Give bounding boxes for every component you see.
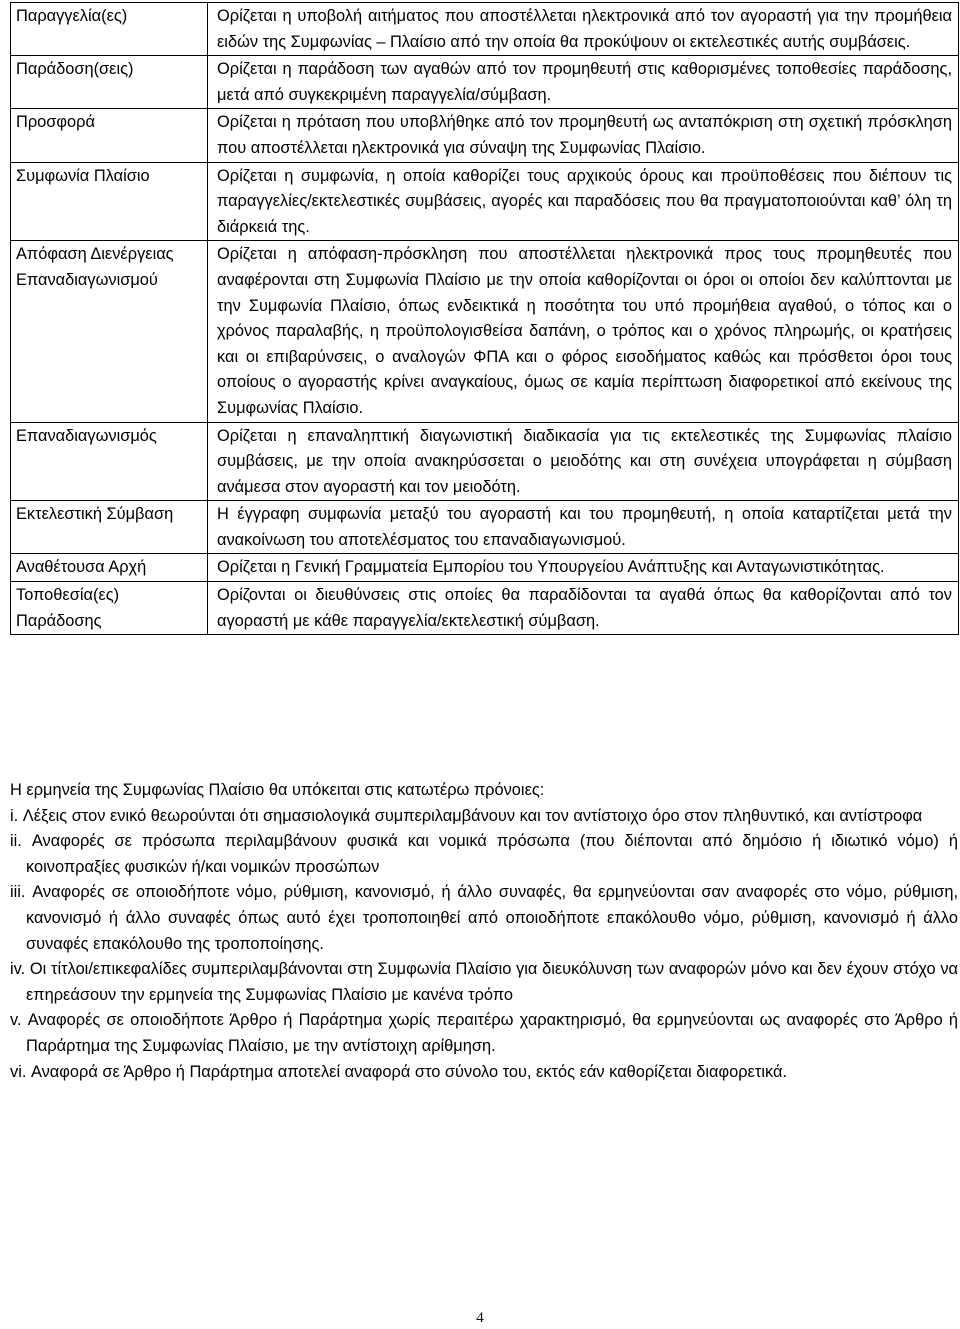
definition-description: Ορίζεται η συμφωνία, η οποία καθορίζει τους αρχικούς όρους και προϋποθέσεις που διέπουν τις παραγγελίες/εκτελεστικές συμβάσεις, αγορές και παραδόσεις που θα πραγματοποιούνται καθ’ όλη τη διάρκειά της. bbox=[208, 162, 959, 241]
definition-term: Συμφωνία Πλαίσιο bbox=[11, 162, 208, 241]
list-item: ii. Αναφορές σε πρόσωπα περιλαμβάνουν φυσικά και νομικά πρόσωπα (που διέπονται από δημόσιο ή ιδιωτικό νόμο) ή κοινοπραξίες φυσικών ή/και νομικών προσώπων bbox=[10, 832, 958, 876]
definition-term: Τοποθεσία(ες) Παράδοσης bbox=[11, 582, 208, 635]
definition-term: Προσφορά bbox=[11, 109, 208, 162]
definition-description: Ορίζεται η πρόταση που υποβλήθηκε από τον προμηθευτή ως ανταπόκριση στη σχετική πρόσκληση που αποστέλλεται ηλεκτρονικά για σύναψη της Συμφωνίας Πλαίσιο. bbox=[208, 109, 959, 162]
definition-term: Παραγγελία(ες) bbox=[11, 3, 208, 56]
definition-term: Απόφαση Διενέργειας Επαναδιαγωνισμού bbox=[11, 241, 208, 422]
definition-term: Εκτελεστική Σύμβαση bbox=[11, 501, 208, 554]
interpretation-list bbox=[10, 804, 958, 1086]
table-row bbox=[11, 554, 959, 582]
table-row bbox=[11, 422, 959, 501]
definition-term: Αναθέτουσα Αρχή bbox=[11, 554, 208, 582]
list-item: v. Αναφορές σε οποιοδήποτε Άρθρο ή Παράρτημα χωρίς περαιτέρω χαρακτηρισμό, θα ερμηνεύονται ως αναφορές στο Άρθρο ή Παράρτημα της Συμφωνίας Πλαίσιο, με την αντίστοιχη αρίθμηση. bbox=[10, 1011, 958, 1055]
interpretation-section bbox=[10, 778, 958, 1085]
table-row bbox=[11, 3, 959, 56]
list-item: i. Λέξεις στον ενικό θεωρούνται ότι σημασιολογικά συμπεριλαμβάνουν και τον αντίστοιχο όρο στον πληθυντικό, και αντίστροφα bbox=[10, 806, 923, 825]
table-row bbox=[11, 162, 959, 241]
table-row bbox=[11, 501, 959, 554]
table-row bbox=[11, 582, 959, 635]
list-item: iv. Οι τίτλοι/επικεφαλίδες συμπεριλαμβάνονται στη Συμφωνία Πλαίσιο για διευκόλυνση των αναφορών μόνο και δεν έχουν στόχο να επηρεάσουν την ερμηνεία της Συμφωνίας Πλαίσιο με κανένα τρόπο bbox=[10, 960, 958, 1004]
definition-description: Ορίζεται η απόφαση-πρόσκληση που αποστέλλεται ηλεκτρονικά προς τους προμηθευτές που αναφέρονται στη Συμφωνία Πλαίσιο με την οποία καθορίζονται οι όροι οι οποίοι δεν καλύπτονται με την Συμφωνία Πλαίσιο, όπως ενδεικτικά η ποσότητα του υπό προμήθεια αγαθού, ο τόπος και ο χρόνος παραλαβής, η προϋπολογισθείσα δαπάνη, ο τρόπος και ο χρόνος πληρωμής, οι κρατήσεις και οι επιβαρύνσεις, ο αναλογών ΦΠΑ και ο φόρος εισοδήματος καθώς και πρόσθετοι όροι τους οποίους ο αγοραστής κρίνει αναγκαίους, όμως σε καμία περίπτωση διαφορετικοί από εκείνους της Συμφωνίας Πλαίσιο. bbox=[208, 241, 959, 422]
definitions-table bbox=[10, 2, 959, 635]
list-item: vi. Αναφορά σε Άρθρο ή Παράρτημα αποτελεί αναφορά στο σύνολο του, εκτός εάν καθορίζεται διαφορετικά. bbox=[10, 1062, 787, 1081]
definition-description: Ορίζεται η Γενική Γραμματεία Εμπορίου του Υπουργείου Ανάπτυξης και Ανταγωνιστικότητας. bbox=[208, 554, 959, 582]
definition-description: Ορίζεται η παράδοση των αγαθών από τον προμηθευτή στις καθορισμένες τοποθεσίες παράδοσης, μετά από συγκεκριμένη παραγγελία/σύμβαση. bbox=[208, 56, 959, 109]
definition-term: Παράδοση(σεις) bbox=[11, 56, 208, 109]
definition-description: Ορίζεται η υποβολή αιτήματος που αποστέλλεται ηλεκτρονικά από τον αγοραστή για την προμήθεια ειδών της Συμφωνίας – Πλαίσιο από την οποία θα προκύψουν οι εκτελεστικές αυτής συμβάσεις. bbox=[208, 3, 959, 56]
interpretation-intro: Η ερμηνεία της Συμφωνίας Πλαίσιο θα υπόκειται στις κατωτέρω πρόνοιες: bbox=[10, 781, 545, 799]
list-item: iii. Αναφορές σε οποιοδήποτε νόμο, ρύθμιση, κανονισμό, ή άλλο συναφές, θα ερμηνεύονται σαν αναφορές στο νόμο, ρύθμιση, κανονισμό ή άλλο συναφές όπως αυτό έχει τροποποιηθεί από οποιοδήποτε επακόλουθο νόμο, ρύθμιση, κανονισμό ή άλλο συναφές επακόλουθο της τροποποίησης. bbox=[10, 883, 958, 953]
definition-description: Ορίζεται η επαναληπτική διαγωνιστική διαδικασία για τις εκτελεστικές της Συμφωνίας πλαίσιο συμβάσεις, με την οποία ανακηρύσσεται ο μειοδότης και στη συνέχεια υπογράφεται η σύμβαση ανάμεσα στον αγοραστή και τον μειοδότη. bbox=[208, 422, 959, 501]
definition-description: Ορίζονται οι διευθύνσεις στις οποίες θα παραδίδονται τα αγαθά όπως θα καθορίζονται από τον αγοραστή με κάθε παραγγελία/εκτελεστική σύμβαση. bbox=[208, 582, 959, 635]
definition-term: Επαναδιαγωνισμός bbox=[11, 422, 208, 501]
table-row bbox=[11, 241, 959, 422]
table-row bbox=[11, 109, 959, 162]
table-row bbox=[11, 56, 959, 109]
page-number: 4 bbox=[476, 1310, 484, 1326]
definition-description: Η έγγραφη συμφωνία μεταξύ του αγοραστή και του προμηθευτή, η οποία καταρτίζεται μετά την ανακοίνωση του αποτελέσματος του επαναδιαγωνισμού. bbox=[208, 501, 959, 554]
